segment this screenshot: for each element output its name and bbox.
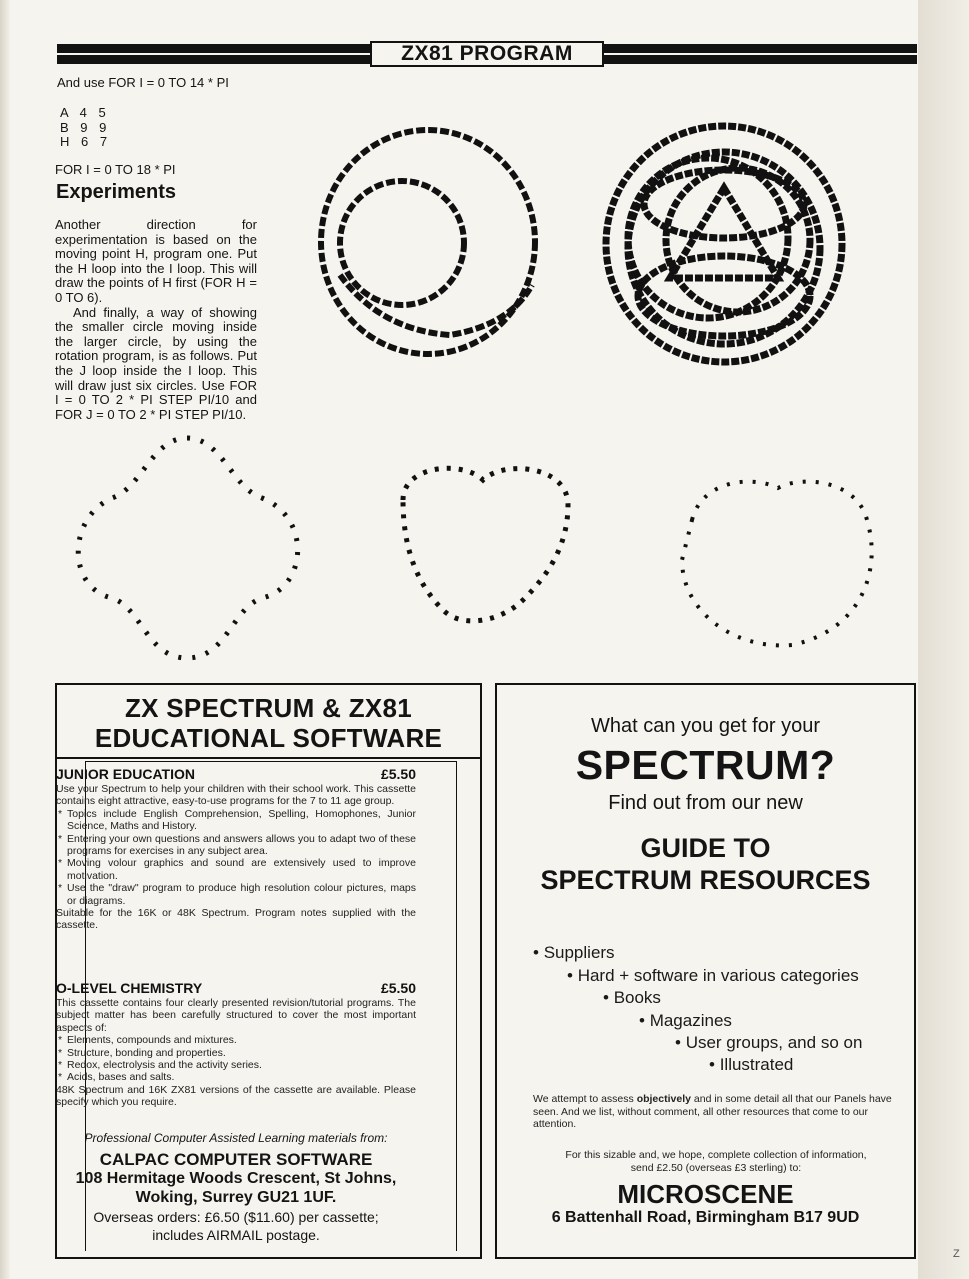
product-bullet: * Entering your own questions and answers allows you to adapt two of these programs for exercises in any subject area. <box>56 833 416 858</box>
product-description: This cassette contains four clearly presented revision/tutorial programs. The subject matter has been carefully structured to cover the most important aspects of: <box>56 997 416 1034</box>
product-footer: Suitable for the 16K or 48K Spectrum. Program notes supplied with the cassette. <box>56 907 416 932</box>
microscene-description: We attempt to assess objectively and in some detail all that our Panels have seen. And we list, without comment, all other resources that come to our attention. <box>533 1093 892 1130</box>
plot-dotted-circle <box>672 470 884 654</box>
product-bullet: * Acids, bases and salts. <box>56 1071 416 1083</box>
calpac-title <box>57 693 480 753</box>
microscene-spectrum-resources: SPECTRUM RESOURCES <box>540 865 871 895</box>
calpac-tagline: Professional Computer Assisted Learning materials from: <box>84 1131 388 1145</box>
microscene-spectrum-headline: SPECTRUM? <box>575 742 836 788</box>
section-title: ZX81 PROGRAM <box>370 41 604 67</box>
calpac-company: CALPAC COMPUTER SOFTWARE <box>99 1150 373 1169</box>
page-spine-shadow <box>0 0 10 1279</box>
resource-bullet: • Hard + software in various categories <box>567 966 859 985</box>
experiments-body <box>55 218 257 422</box>
intro-line-1: And use FOR I = 0 TO 14 * PI <box>57 75 229 90</box>
product-junior-education <box>56 766 416 932</box>
microscene-guide-to: GUIDE TO <box>640 833 771 863</box>
resource-bullet: • Illustrated <box>709 1055 794 1074</box>
intro-line-2: FOR I = 0 TO 18 * PI <box>55 162 176 177</box>
calpac-overseas-1: Overseas orders: £6.50 ($11.60) per cassette; <box>93 1209 379 1225</box>
calpac-address-1: 108 Hermitage Woods Crescent, St Johns, <box>75 1170 397 1187</box>
microscene-line-1: What can you get for your <box>590 715 820 737</box>
resource-bullet: • Magazines <box>639 1011 732 1030</box>
code-row-h: H 6 7 <box>60 134 112 149</box>
product-price: £5.50 <box>380 980 416 996</box>
experiments-para-1: Another direction for experimentation is based on the moving point H, program one. Put the H loop into the I loop. This will draw the points of H first (FOR H = 0 TO 6). <box>55 217 257 305</box>
calpac-address-2: Woking, Surrey GU21 1UF. <box>135 1189 337 1206</box>
microscene-company: MICROSCENE <box>617 1179 794 1209</box>
product-name: O-LEVEL CHEMISTRY <box>56 980 203 996</box>
plot-dotted-flower <box>62 428 312 668</box>
resource-bullet: • Suppliers <box>533 943 615 962</box>
calpac-title-line-1: ZX SPECTRUM & ZX81 <box>124 693 413 723</box>
resource-bullet: • User groups, and so on <box>675 1033 863 1052</box>
microscene-line-3: Find out from our new <box>608 792 803 814</box>
product-bullet: * Topics include English Comprehension, Spelling, Homophones, Junior Science, Maths and History. <box>56 808 416 833</box>
product-footer: 48K Spectrum and 16K ZX81 versions of the cassette are available. Please specify which you require. <box>56 1083 416 1109</box>
product-o-level-chemistry <box>56 980 416 1109</box>
product-price: £5.50 <box>380 766 416 782</box>
code-row-b: B 9 9 <box>60 119 111 135</box>
product-bullet: * Use the "draw" program to produce high resolution colour pictures, maps or diagrams. <box>56 882 416 907</box>
resource-bullet: • Books <box>603 988 661 1007</box>
product-bullet: * Structure, bonding and properties. <box>56 1047 416 1059</box>
code-grid <box>60 106 111 150</box>
product-description: Use your Spectrum to help your children with their school work. This cassette contains eight attractive, easy-to-use programs for the 7 to 11 age group. <box>56 783 416 808</box>
plot-dotted-heart <box>383 460 583 640</box>
product-bullet: * Elements, compounds and mixtures. <box>56 1034 416 1046</box>
product-bullet: * Moving volour graphics and sound are extensively used to improve motivation. <box>56 857 416 882</box>
experiments-heading: Experiments <box>56 181 177 203</box>
product-name: JUNIOR EDUCATION <box>56 766 195 782</box>
experiments-para-2: And finally, a way of showing the smaller circle moving inside the larger circle, by using the rotation program, is as follows. Put the J loop inside the I loop. This will draw just six circles. Use FOR I = 0 TO 2 * PI STEP PI/10 and FOR J = 0 TO 2 * PI STEP PI/10. <box>55 304 257 422</box>
plot-multi-circle-pattern <box>598 118 850 370</box>
plot-double-circle <box>310 125 550 365</box>
microscene-advert <box>495 683 916 1259</box>
microscene-address: 6 Battenhall Road, Birmingham B17 9UD <box>551 1209 860 1226</box>
microscene-order-info: For this sizable and, we hope, complete collection of information, send £2.50 (overseas £3 sterling) to: <box>565 1149 867 1174</box>
product-bullet: * Redox, electrolysis and the activity series. <box>56 1059 416 1071</box>
calpac-title-line-2: EDUCATIONAL SOFTWARE <box>94 723 443 753</box>
calpac-overseas-2: includes AIRMAIL postage. <box>152 1227 320 1243</box>
next-page-letter: Z <box>953 1248 960 1260</box>
next-page-edge <box>918 0 969 1279</box>
code-row-a: A 4 5 <box>60 105 110 120</box>
